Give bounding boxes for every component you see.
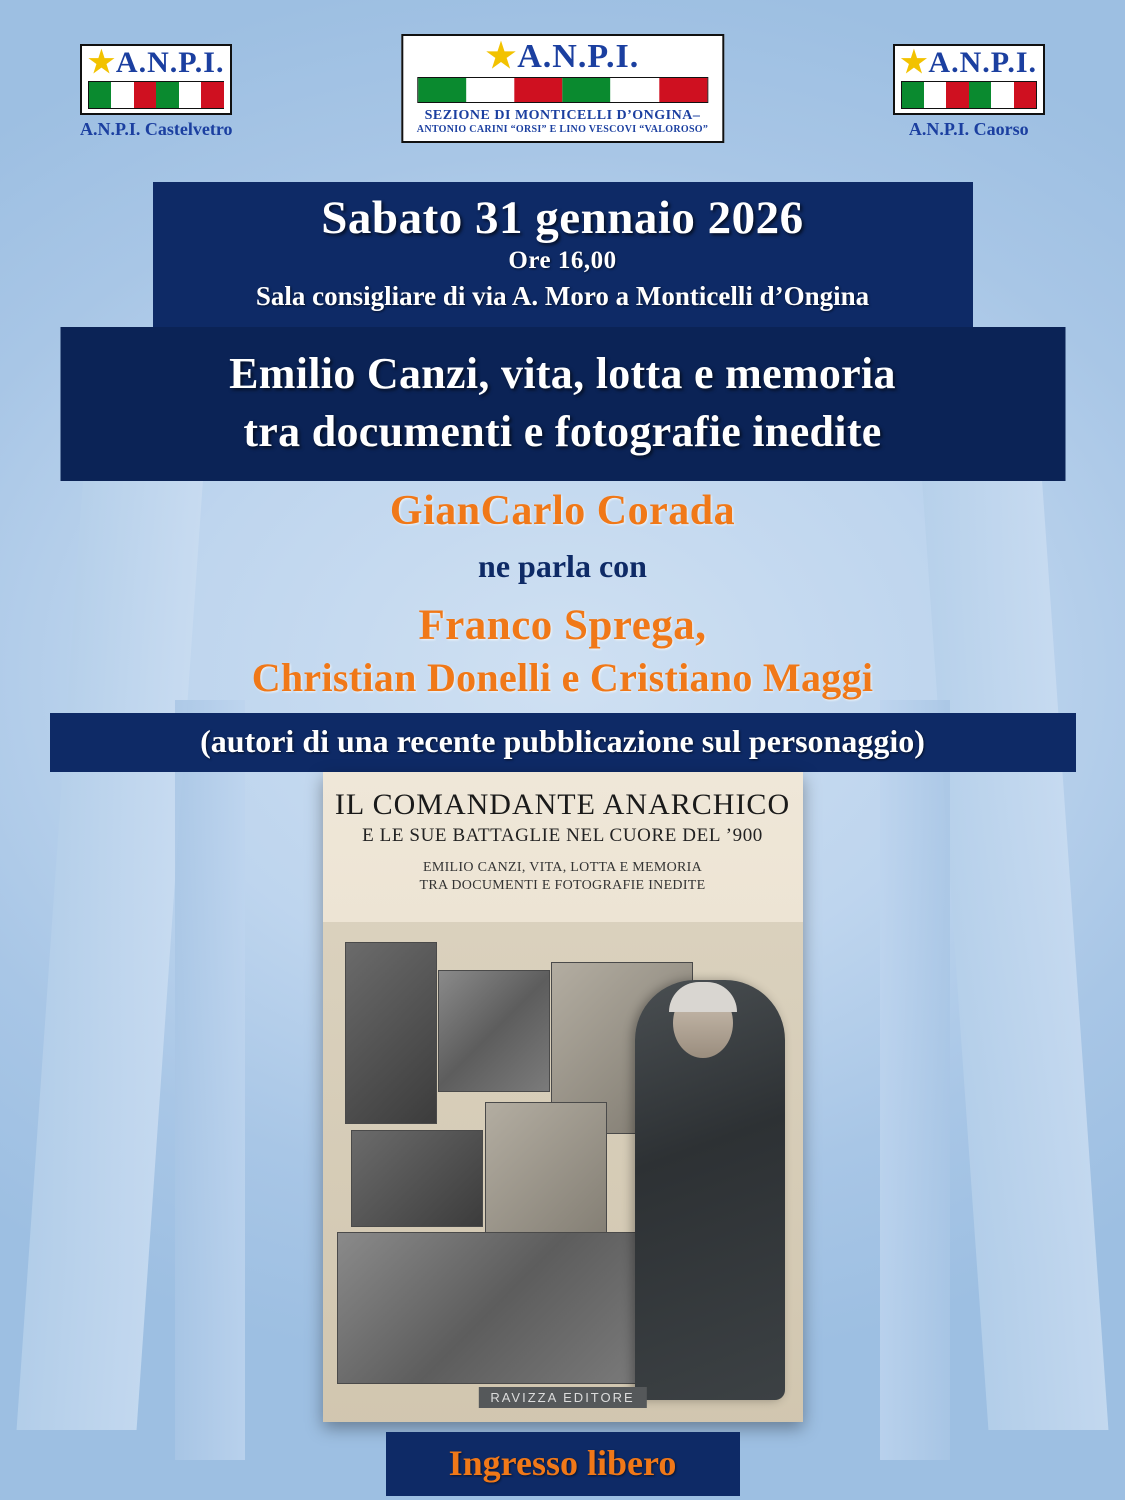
collage-figure-commander	[635, 980, 785, 1400]
speaker-guest-1: Franco Sprega,	[418, 602, 707, 650]
event-title-line2: tra documenti e fotografie inedite	[243, 407, 882, 457]
speakers-connector: ne parla con	[478, 548, 647, 585]
book-photo-collage	[323, 922, 803, 1422]
speaker-main: GianCarlo Corada	[389, 488, 736, 534]
figure-hair	[669, 982, 737, 1012]
book-subtitle: E LE SUE BATTAGLIE NEL CUORE DEL ’900	[362, 825, 763, 846]
event-venue: Sala consigliare di via A. Moro a Monticelli d’Ongina	[255, 281, 870, 312]
anpi-section-line1: SEZIONE DI MONTICELLI D’ONGINA–	[424, 108, 701, 123]
authors-note-banner	[50, 713, 1076, 772]
book-publisher: RAVIZZA EDITORE	[478, 1387, 646, 1408]
collage-photo-partisan-standing	[345, 942, 437, 1124]
logo-row	[0, 34, 1125, 164]
anpi-logo-monticelli	[401, 34, 724, 143]
anpi-logo-plate-right	[893, 44, 1045, 115]
italian-flag-icon	[88, 81, 224, 109]
anpi-logo-caorso	[893, 44, 1045, 140]
speaker-guest-2: Christian Donelli e Cristiano Maggi	[251, 655, 874, 701]
admission-text: Ingresso libero	[448, 1443, 677, 1483]
anpi-logo-plate-center	[401, 34, 724, 143]
collage-photo-parade-truck	[337, 1232, 649, 1384]
background-ribbon-inner-right	[880, 700, 950, 1460]
anpi-logo-plate	[80, 44, 232, 115]
anpi-acronym-right-text: A.N.P.I.	[928, 46, 1037, 79]
italian-flag-icon-center	[417, 77, 708, 103]
anpi-acronym-center	[417, 40, 708, 74]
authors-note: (autori di una recente pubblicazione sul personaggio)	[200, 723, 925, 759]
anpi-acronym	[88, 48, 224, 78]
book-subline-2: TRA DOCUMENTI E FOTOGRAFIE INEDITE	[419, 877, 706, 893]
background-ribbon-inner-left	[175, 700, 245, 1460]
speakers-block	[0, 486, 1125, 703]
anpi-logo-caption-left: A.N.P.I. Castelvetro	[80, 119, 233, 139]
collage-photo-crowd	[438, 970, 550, 1092]
event-datetime-banner	[153, 182, 973, 328]
event-date: Sabato 31 gennaio 2026	[321, 192, 804, 244]
star-icon: ★	[88, 46, 116, 79]
admission-banner	[386, 1432, 740, 1496]
star-icon: ★	[900, 46, 929, 79]
event-title-banner	[60, 327, 1065, 481]
book-title: IL COMANDANTE ANARCHICO	[334, 788, 791, 821]
anpi-acronym-center-text: A.N.P.I.	[517, 38, 640, 75]
anpi-logo-caption-right: A.N.P.I. Caorso	[908, 119, 1029, 139]
star-icon: ★	[485, 38, 518, 75]
book-cover-image	[323, 772, 803, 1422]
book-subline-1: EMILIO CANZI, VITA, LOTTA E MEMORIA	[422, 860, 703, 875]
italian-flag-icon-right	[901, 81, 1037, 109]
anpi-section-line2: ANTONIO CARINI “ORSI” E LINO VESCOVI “VALOROSO”	[416, 124, 709, 135]
anpi-logo-castelvetro	[80, 44, 232, 140]
anpi-acronym-right	[901, 48, 1037, 78]
collage-photo-group	[351, 1130, 483, 1227]
event-time: Ore 16,00	[508, 247, 617, 275]
anpi-acronym-text: A.N.P.I.	[115, 46, 225, 79]
event-title-line1: Emilio Canzi, vita, lotta e memoria	[229, 349, 896, 398]
